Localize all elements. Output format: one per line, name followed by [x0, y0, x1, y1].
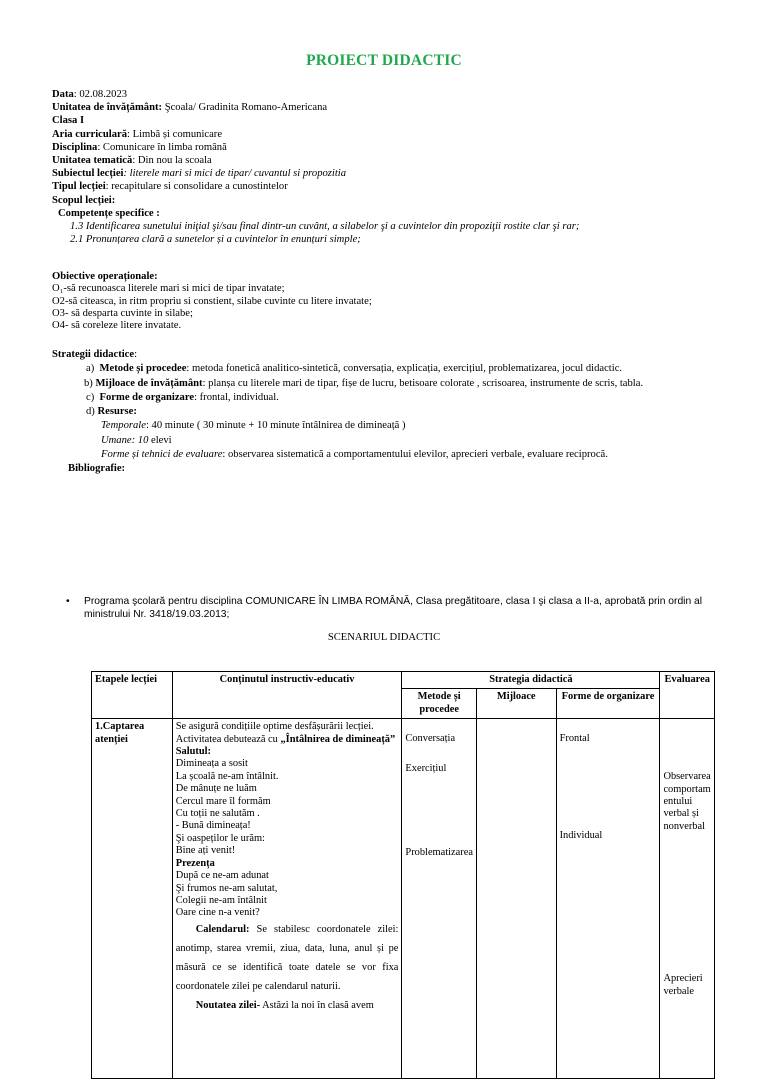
strategy-resources: d) Resurse: — [86, 406, 137, 418]
objective-item: O₁-să recunoasca literele mari si mici de tipar invatate; — [52, 283, 285, 295]
resource-evaluation: Forme și tehnici de evaluare: observarea sistematică a comportamentului elevilor, aprecieri verbale, evaluare reciprocă. — [101, 449, 608, 461]
attendance-heading: Prezența — [175, 857, 215, 869]
document-title: PROIECT DIDACTIC — [306, 52, 462, 69]
bibliography-heading: Bibliografie: — [68, 463, 126, 475]
method-problem-solving: Problematizarea — [405, 847, 473, 859]
morning-meeting-label: „Întâlnirea de dimineață” — [280, 733, 396, 745]
objectives-heading: Obiective operaționale: — [52, 271, 158, 282]
cell-organization — [556, 719, 660, 1079]
meta-lesson-subject: Subiectul lecției: literele mari si mici de tipar/ cuvantul si propozitia — [52, 168, 347, 180]
cell-stage: 1.Captarea atenției — [92, 719, 173, 1079]
meta-school: Unitatea de învățământ: Şcoala/ Gradinita Romano-Americana — [52, 102, 328, 114]
meta-curricular-area: Aria curriculară: Limbă și comunicare — [52, 128, 223, 140]
strategy-organization: c) Forme de organizare: frontal, individual. — [86, 391, 279, 403]
strategy-means: b) Mijloace de învățământ: planșa cu literele mari de tipar, fișe de lucru, betisoare colorate , scrisoarea, instrumente de scris, tabla. — [84, 377, 644, 389]
calendar-paragraph: Calendarul: Se stabilesc coordonatele zilei: anotimp, starea vremii, ziua, data, luna, anul și pe măsură ce se identifică toate datele se vor fixa coordonatele zilei pe calendarul naturii. — [175, 923, 399, 992]
bullet-icon: • — [66, 596, 70, 607]
lesson-metadata — [52, 88, 579, 246]
operational-objectives — [52, 271, 372, 332]
bibliography-text: Programa şcolară pentru disciplina COMUNICARE ÎN LIMBA ROMÂNĂ, Clasa pregătitoare, clasa I şi clasa a II-a, aprobată prin ordin al ministrului Nr. 3418/19.03.2013; — [84, 596, 703, 620]
meta-competence-2: 2.1 Pronunțarea clară a sunetelor și a cuvintelor în enunțuri simple; — [70, 234, 361, 246]
header-methods: Metode și procedee — [402, 689, 476, 719]
org-frontal: Frontal — [559, 733, 590, 745]
table-header-row — [92, 672, 715, 689]
objective-item: O4- să coreleze litere invatate. — [52, 320, 182, 332]
meta-date: Data: 02.08.2023 — [52, 89, 128, 100]
strategy-methods: a) Metode și procedee: metoda fonetică analitico-sintetică, conversația, explicația, exercițiul, problematizarea, jocul didactic. — [86, 363, 623, 375]
resource-human: Umane: 10 elevi — [101, 434, 172, 446]
method-conversation: Conversația — [405, 733, 456, 745]
objective-item: O2-să citeasca, in ritm propriu si constient, silabe cuvinte cu litere invatate; — [52, 295, 372, 307]
header-strategy: Strategia didactică — [402, 672, 660, 689]
eval-observation: Observarea comportam entului verbal și nonverbal — [663, 771, 711, 832]
header-means: Mijloace — [476, 689, 556, 719]
meta-thematic-unit: Unitatea tematică: Din nou la scoala — [52, 155, 212, 167]
org-individual: Individual — [559, 829, 603, 841]
bibliography-item — [66, 596, 726, 621]
cell-evaluation — [660, 719, 715, 1079]
meta-lesson-type: Tipul lecției: recapitulare si consolidare a cunostintelor — [52, 181, 288, 193]
table-row — [92, 719, 715, 1079]
news-paragraph: Noutatea zilei- Astăzi la noi în clasă avem — [195, 999, 374, 1011]
meta-discipline: Disciplina: Comunicare în limba română — [52, 141, 227, 153]
meta-competences-heading: Competențe specifice : — [58, 207, 160, 219]
lesson-scenario-table — [91, 671, 715, 1079]
header-stages: Etapele lecției — [92, 672, 173, 719]
cell-means — [476, 719, 556, 1079]
scenario-title: SCENARIUL DIDACTIC — [327, 632, 441, 643]
method-exercise: Exercițiul — [405, 762, 447, 774]
cell-methods — [402, 719, 476, 1079]
teaching-strategies — [52, 348, 643, 477]
header-content: Conținutul instructiv-educativ — [172, 672, 402, 719]
meta-competence-1: 1.3 Identificarea sunetului iniţial şi/sau final dintr-un cuvânt, a silabelor şi a cuvintelor din propoziţii rostite clar şi rar; — [70, 221, 580, 233]
header-organization: Forme de organizare — [556, 689, 660, 719]
meta-lesson-purpose: Scopul lecției: — [52, 194, 116, 206]
strategies-heading: Strategii didactice: — [52, 349, 138, 360]
resource-time: Temporale: 40 minute ( 30 minute + 10 minute întâlnirea de dimineață ) — [101, 420, 406, 432]
cell-content: Se asigură condițiile optime desfășurării lecției. Activitatea debutează cu „Întâlnirea de dimineață” Salutul: Dimineața a sosit La școală ne-am întâlnit. De mânuțe ne luăm Cercul mare îl formăm Cu toții ne salutăm . - Bună dimineața! Şi oaspeților le urăm: Bine ați venit! Prezența După ce ne-am adunat Şi frumos ne-am salutat, Colegii ne-am întâlnit Oare cine n-a venit? Calendarul: Se stabilesc coordonatele zilei: anotimp, starea vremii, ziua, data, luna, anul și pe măsură ce se identifică toate datele se vor fixa coordonatele zilei pe calendarul naturii. Noutatea zilei- Astăzi la noi în clasă avem — [172, 719, 402, 1079]
objective-item: O3- să desparta cuvinte in silabe; — [52, 307, 193, 319]
eval-verbal-appreciation: Aprecieri verbale — [663, 973, 703, 997]
meta-class: Clasa I — [52, 115, 85, 127]
greeting-heading: Salutul: — [175, 746, 211, 758]
header-evaluation: Evaluarea — [660, 672, 715, 719]
